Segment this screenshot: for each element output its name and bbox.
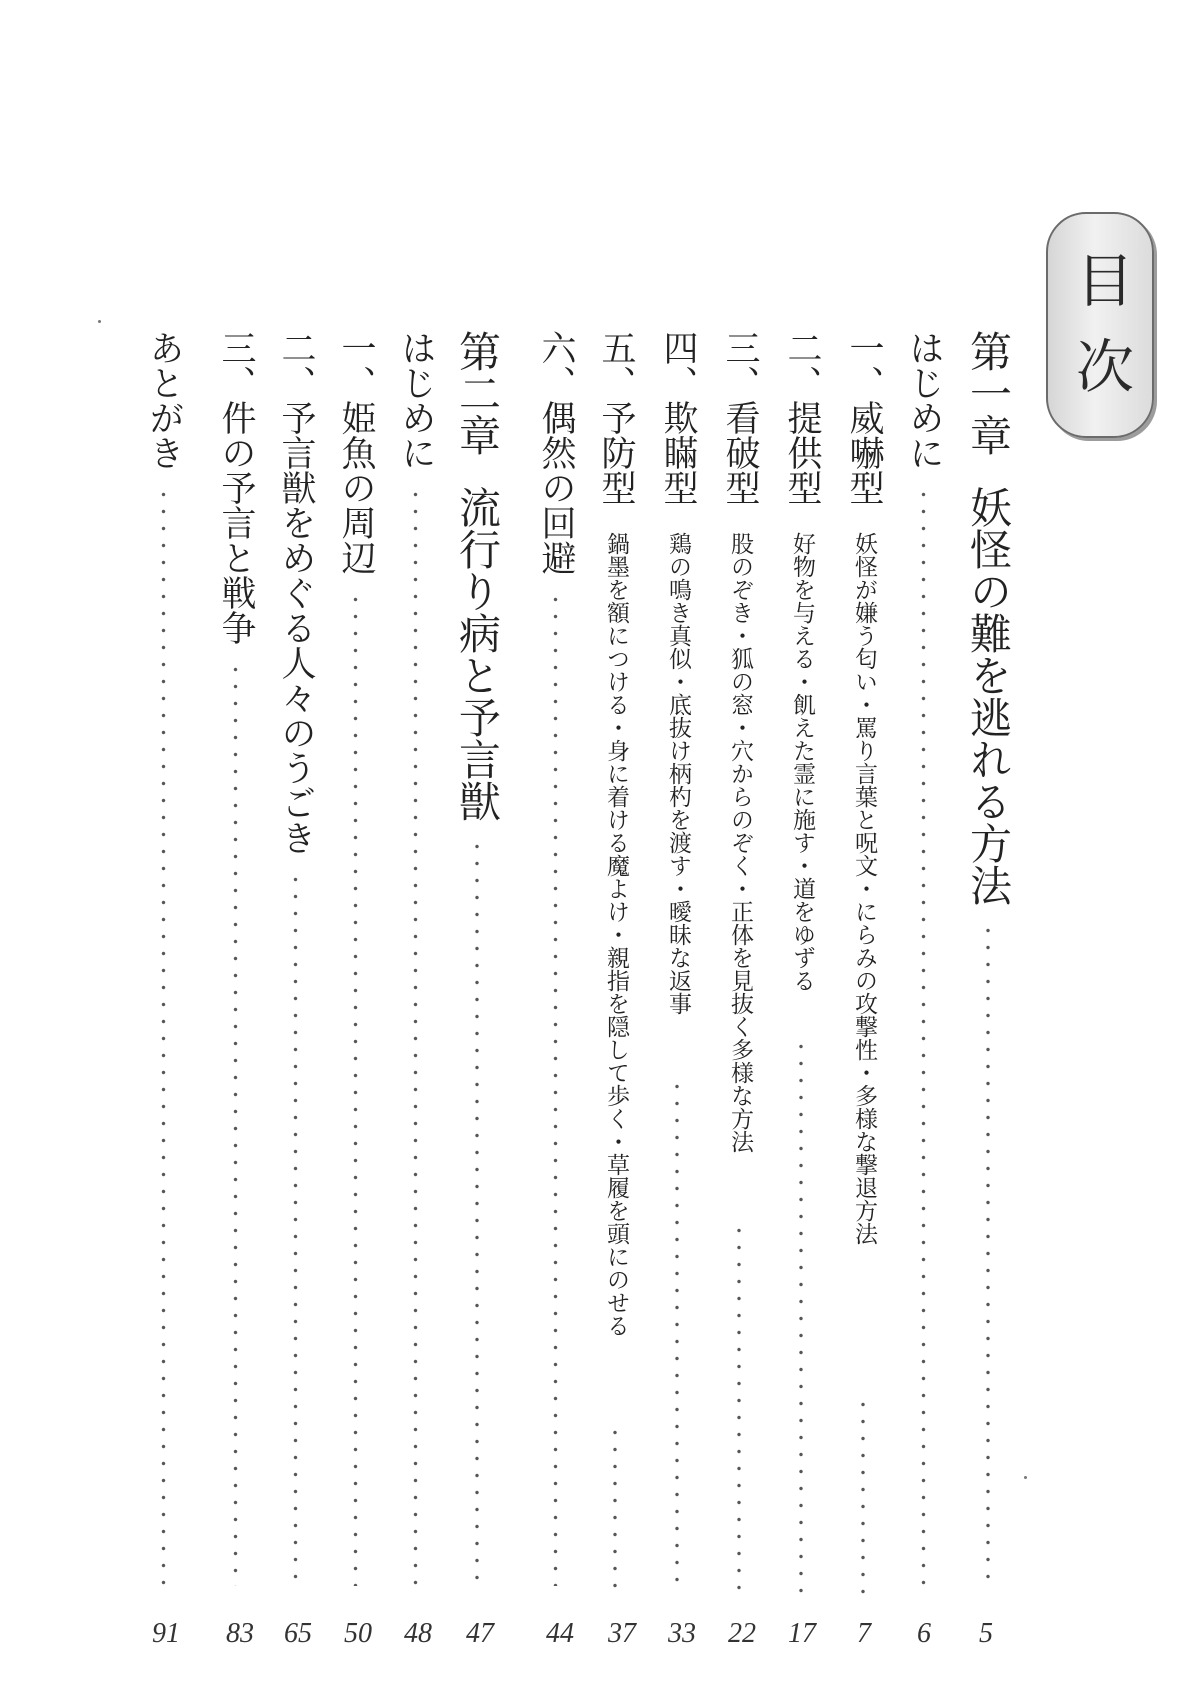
entry-label: 五、予防型 <box>596 330 636 505</box>
entry-label: 四、欺瞞型 <box>658 330 698 505</box>
entry-subtitle: 股のぞき・狐の窓・穴からのぞく・正体を見抜く多様な方法 <box>727 532 753 1153</box>
dot-leader <box>674 1078 680 1594</box>
dot-leader <box>967 922 1009 1586</box>
page-number: 47 <box>466 1618 494 1649</box>
entry-label: はじめに <box>396 330 436 470</box>
page-number: 7 <box>857 1618 871 1649</box>
dot-leader <box>218 661 253 1586</box>
toc-entry-section-2-2[interactable] <box>276 330 316 1600</box>
toc-entry-intro-2[interactable] <box>396 330 436 1600</box>
dot-leader <box>736 1222 742 1594</box>
entry-label: 二、予言獣をめぐる人々のうごき <box>276 330 316 855</box>
page-number: 5 <box>979 1618 993 1649</box>
dot-leader <box>278 871 313 1586</box>
page-number: 91 <box>152 1618 180 1649</box>
toc-entry-intro-1[interactable] <box>904 330 944 1600</box>
toc-entry-chapter-2[interactable] <box>453 330 502 1600</box>
entry-label: 三、件の予言と戦争 <box>216 330 256 645</box>
entry-label: 一、威嚇型 <box>844 330 884 505</box>
dot-leader <box>398 486 433 1586</box>
page-number: 83 <box>226 1618 254 1649</box>
toc-entry-section-1-6[interactable] <box>536 330 576 1600</box>
dot-leader <box>906 486 941 1586</box>
entry-subtitle: 妖怪が嫌う匂い・罵り言葉と呪文・にらみの攻撃性・多様な撃退方法 <box>851 532 877 1245</box>
entry-subtitle: 好物を与える・飢えた霊に施す・道をゆずる <box>789 532 815 992</box>
chapter-title: 妖怪の難を逃れる方法 <box>964 486 1013 906</box>
toc-entry-chapter-1[interactable] <box>964 330 1013 1600</box>
page-number: 50 <box>344 1618 372 1649</box>
page-number: 22 <box>728 1618 756 1649</box>
entry-label: あとがき <box>144 330 184 470</box>
scan-speck <box>1024 1476 1027 1479</box>
toc-entry-section-2-1[interactable] <box>336 330 376 1600</box>
dot-leader <box>798 1038 804 1594</box>
toc-entry-afterword[interactable] <box>144 330 184 1600</box>
page-number: 33 <box>668 1618 696 1649</box>
dot-leader <box>612 1424 618 1594</box>
scan-speck <box>98 320 101 323</box>
dot-leader <box>538 591 573 1586</box>
entry-label: 二、提供型 <box>782 330 822 505</box>
dot-leader <box>860 1396 866 1594</box>
entry-label: 六、偶然の回避 <box>536 330 576 575</box>
toc-title-tab <box>1046 212 1154 438</box>
entry-subtitle: 鶏の鳴き真似・底抜け柄杓を渡す・曖昧な返事 <box>665 532 691 1015</box>
page-number: 37 <box>608 1618 636 1649</box>
entry-label: はじめに <box>904 330 944 470</box>
entry-label: 三、看破型 <box>720 330 760 505</box>
page-number: 48 <box>404 1618 432 1649</box>
page-number: 6 <box>917 1618 931 1649</box>
toc-title: 目次 <box>1066 250 1134 422</box>
page-number: 65 <box>284 1618 312 1649</box>
page-number: 17 <box>788 1618 816 1649</box>
page-number: 44 <box>546 1618 574 1649</box>
entry-label: 一、姫魚の周辺 <box>336 330 376 575</box>
dot-leader <box>338 591 373 1586</box>
toc-entry-section-2-3[interactable] <box>216 330 256 1600</box>
dot-leader <box>456 838 498 1586</box>
entry-subtitle: 鍋墨を額につける・身に着ける魔よけ・親指を隠して歩く・草履を頭にのせる <box>603 532 629 1337</box>
chapter-title: 流行り病と予言獣 <box>453 486 502 822</box>
dot-leader <box>146 486 181 1586</box>
chapter-label: 第二章 <box>453 330 502 456</box>
chapter-label: 第一章 <box>964 330 1013 456</box>
